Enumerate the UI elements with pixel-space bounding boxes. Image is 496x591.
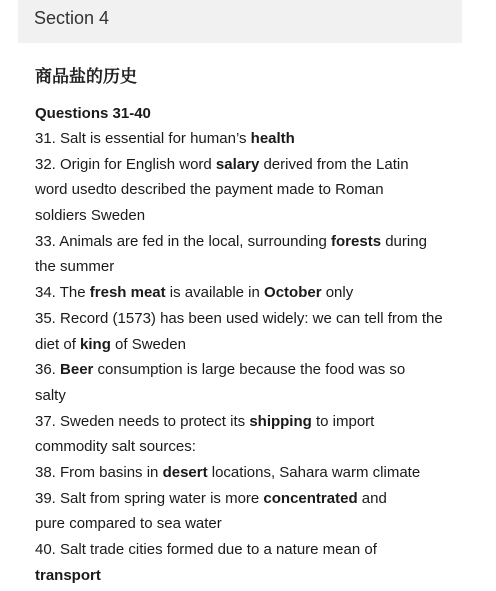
question-text: only [321,284,354,302]
questions-list [35,126,465,588]
answer-keyword: October [264,284,322,302]
answer-keyword: fresh meat [89,284,166,302]
question-line [35,229,465,255]
question-text: 40. Salt trade cities formed due to a nature mean of [35,541,377,558]
answer-keyword: desert [162,463,208,481]
question-text: of Sweden [110,335,186,353]
question-text: locations, Sahara warm climate [207,463,421,481]
question-line [35,203,465,229]
section-label: Section 4 [34,8,110,28]
question-line [35,434,465,460]
question-text: 38. From basins in [35,463,163,481]
question-text: 37. Sweden needs to protect its [35,412,250,430]
question-line [35,511,465,537]
answer-keyword: concentrated [263,489,358,507]
question-text: soldiers Sweden [35,207,146,225]
question-text: 39. Salt from spring water is more [35,489,264,507]
question-text: 35. Record (1573) has been used widely: we can tell from the [35,309,443,327]
question-line [35,409,465,435]
question-text: 36. [35,361,61,379]
question-text: pure compared to sea water [35,515,222,533]
question-line [35,537,465,563]
question-text: salty [35,386,66,404]
section-header [18,0,462,43]
question-text: during [381,232,427,250]
question-line [35,332,465,358]
page-title: 商品盐的历史 [35,67,137,87]
question-line [35,306,465,332]
answer-keyword: king [80,335,111,353]
answer-keyword: Beer [60,361,94,379]
question-text: the summer [35,258,115,276]
question-text: to import [311,412,375,430]
question-text: consumption is large because the food was so [93,361,406,379]
answer-keyword: forests [331,232,382,250]
question-line [35,126,465,152]
question-line [35,563,465,589]
question-line [35,280,465,306]
question-text: diet of [35,335,81,353]
question-line [35,254,465,280]
question-line [35,177,465,203]
question-text: 34. The [35,284,90,302]
question-line [35,460,465,486]
answer-keyword: health [250,130,295,147]
question-text: is available in [165,284,265,302]
answer-keyword: shipping [249,412,312,430]
answer-keyword: transport [35,566,101,584]
question-line [35,486,465,512]
question-text: commodity salt sources: [35,438,196,456]
question-line [35,152,465,178]
question-text: word usedto described the payment made to Roman [35,181,384,199]
question-text: derived from the Latin [259,155,409,173]
question-line [35,357,465,383]
question-text: 33. Animals are fed in the local, surrounding [35,232,332,250]
answer-keyword: salary [215,155,260,173]
question-line [35,383,465,409]
questions-heading: Questions 31-40 [35,105,151,122]
question-text: and [357,489,387,507]
question-text: 31. Salt is essential for human’s [35,130,251,147]
question-text: 32. Origin for English word [35,155,216,173]
